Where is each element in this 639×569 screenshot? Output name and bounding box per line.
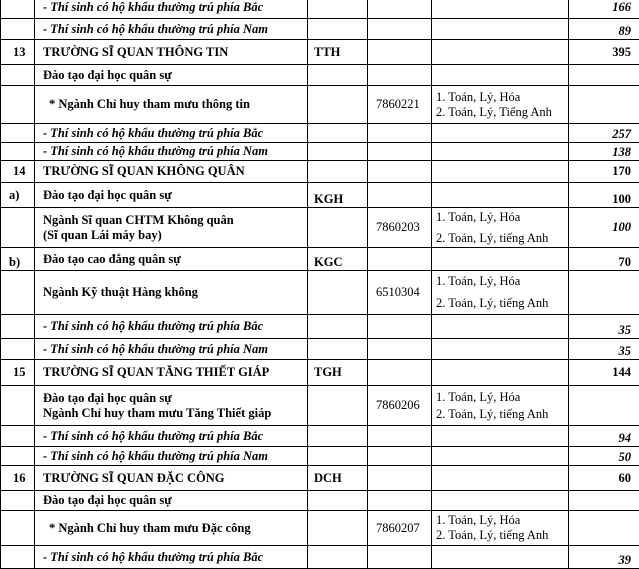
section-label: Đào tạo đại học quân sự bbox=[43, 391, 303, 406]
subject-combo-1: 1. Toán, Lý, Hóa bbox=[436, 210, 564, 225]
section-letter: b) bbox=[1, 248, 35, 271]
subject-combo-2: 2. Toán, Lý, tiếng Anh bbox=[436, 528, 564, 543]
section-label: Đào tạo đại học quân sự bbox=[35, 183, 308, 208]
school-number: 16 bbox=[1, 466, 35, 491]
quota-label: - Thí sinh có hộ khẩu thường trú phía Bắc bbox=[35, 0, 308, 19]
section-label: Đào tạo cao đẳng quân sự bbox=[35, 248, 308, 271]
school-row bbox=[1, 466, 639, 491]
school-code: TGH bbox=[308, 360, 368, 386]
major-row bbox=[1, 386, 639, 426]
major-row bbox=[1, 208, 639, 248]
table-row bbox=[1, 315, 639, 339]
school-number: 13 bbox=[1, 40, 35, 65]
table-row bbox=[1, 143, 639, 161]
school-row bbox=[1, 40, 639, 65]
school-code: TTH bbox=[308, 40, 368, 65]
major-quota: 100 bbox=[569, 208, 639, 248]
subject-combo-2: 2. Toán, Lý, tiếng Anh bbox=[436, 296, 564, 311]
section-label: Đào tạo đại học quân sự bbox=[35, 491, 308, 511]
section-row bbox=[1, 183, 639, 208]
major-row bbox=[1, 511, 639, 546]
quota-label: - Thí sinh có hộ khẩu thường trú phía Nam bbox=[35, 19, 308, 40]
section-quota: 70 bbox=[569, 248, 639, 271]
school-code: DCH bbox=[308, 466, 368, 491]
school-quota: 395 bbox=[569, 40, 639, 65]
school-code bbox=[308, 161, 368, 183]
quota-value: 50 bbox=[569, 447, 639, 466]
table-row bbox=[1, 124, 639, 143]
school-name: TRƯỜNG SĨ QUAN TĂNG THIẾT GIÁP bbox=[35, 360, 308, 386]
school-row bbox=[1, 360, 639, 386]
subject-combo-2: 2. Toán, Lý, tiếng Anh bbox=[436, 231, 564, 246]
major-code: 7860207 bbox=[368, 511, 432, 546]
school-quota: 144 bbox=[569, 360, 639, 386]
table-row bbox=[1, 426, 639, 447]
subject-combo-2: 2. Toán, Lý, Tiếng Anh bbox=[436, 105, 564, 120]
quota-label: - Thí sinh có hộ khẩu thường trú phía Bắc bbox=[35, 124, 308, 143]
table-row bbox=[1, 0, 639, 19]
quota-value: 166 bbox=[569, 0, 639, 19]
school-number: 14 bbox=[1, 161, 35, 183]
major-name: * Ngành Chỉ huy tham mưu Đặc công bbox=[35, 511, 308, 546]
subject-combo-2: 2. Toán, Lý, tiếng Anh bbox=[436, 407, 564, 422]
quota-value: 35 bbox=[569, 315, 639, 339]
quota-value: 257 bbox=[569, 124, 639, 143]
section-quota: 100 bbox=[569, 183, 639, 208]
major-name: * Ngành Chỉ huy tham mưu thông tin bbox=[35, 86, 308, 124]
quota-label: - Thí sinh có hộ khẩu thường trú phía Bắc bbox=[35, 315, 308, 339]
quota-value: 89 bbox=[569, 19, 639, 40]
quota-value: 35 bbox=[569, 339, 639, 360]
section-label: Đào tạo đại học quân sự bbox=[35, 65, 308, 86]
major-row bbox=[1, 271, 639, 315]
major-code: 7860206 bbox=[368, 386, 432, 426]
section-code: KGC bbox=[308, 248, 368, 271]
school-name: TRƯỜNG SĨ QUAN KHÔNG QUÂN bbox=[35, 161, 308, 183]
major-code: 6510304 bbox=[368, 271, 432, 315]
quota-label: - Thí sinh có hộ khẩu thường trú phía Bắc bbox=[35, 426, 308, 447]
subject-combo-1: 1. Toán, Lý, Hóa bbox=[436, 390, 564, 405]
table-row bbox=[1, 339, 639, 360]
table-row bbox=[1, 447, 639, 466]
section-row bbox=[1, 65, 639, 86]
school-name: TRƯỜNG SĨ QUAN THÔNG TIN bbox=[35, 40, 308, 65]
school-row bbox=[1, 161, 639, 183]
quota-label: - Thí sinh có hộ khẩu thường trú phía Nam bbox=[35, 339, 308, 360]
quota-value: 39 bbox=[569, 546, 639, 569]
major-name-note: (Sĩ quan Lái máy bay) bbox=[43, 228, 303, 243]
quota-label: - Thí sinh có hộ khẩu thường trú phía Nam bbox=[35, 143, 308, 161]
section-row bbox=[1, 248, 639, 271]
major-name: Ngành Sĩ quan CHTM Không quân bbox=[43, 213, 303, 228]
subject-combo-1: 1. Toán, Lý, Hóa bbox=[436, 513, 564, 528]
school-number: 15 bbox=[1, 360, 35, 386]
quota-label: - Thí sinh có hộ khẩu thường trú phía Bắc bbox=[35, 546, 308, 569]
section-code: KGH bbox=[308, 183, 368, 208]
major-row bbox=[1, 86, 639, 124]
subject-combo-1: 1. Toán, Lý, Hóa bbox=[436, 274, 564, 289]
school-name: TRƯỜNG SĨ QUAN ĐẶC CÔNG bbox=[35, 466, 308, 491]
major-code: 7860221 bbox=[368, 86, 432, 124]
table-row bbox=[1, 546, 639, 569]
school-quota: 60 bbox=[569, 466, 639, 491]
section-letter: a) bbox=[1, 183, 35, 208]
major-code: 7860203 bbox=[368, 208, 432, 248]
major-name: Ngành Kỹ thuật Hàng không bbox=[35, 271, 308, 315]
table-row bbox=[1, 19, 639, 40]
major-name: Ngành Chỉ huy tham mưu Tăng Thiết giáp bbox=[43, 406, 303, 421]
quota-value: 138 bbox=[569, 143, 639, 161]
subject-combo-1: 1. Toán, Lý, Hóa bbox=[436, 90, 564, 105]
quota-value: 94 bbox=[569, 426, 639, 447]
school-quota: 170 bbox=[569, 161, 639, 183]
section-row bbox=[1, 491, 639, 511]
quota-label: - Thí sinh có hộ khẩu thường trú phía Nam bbox=[35, 447, 308, 466]
